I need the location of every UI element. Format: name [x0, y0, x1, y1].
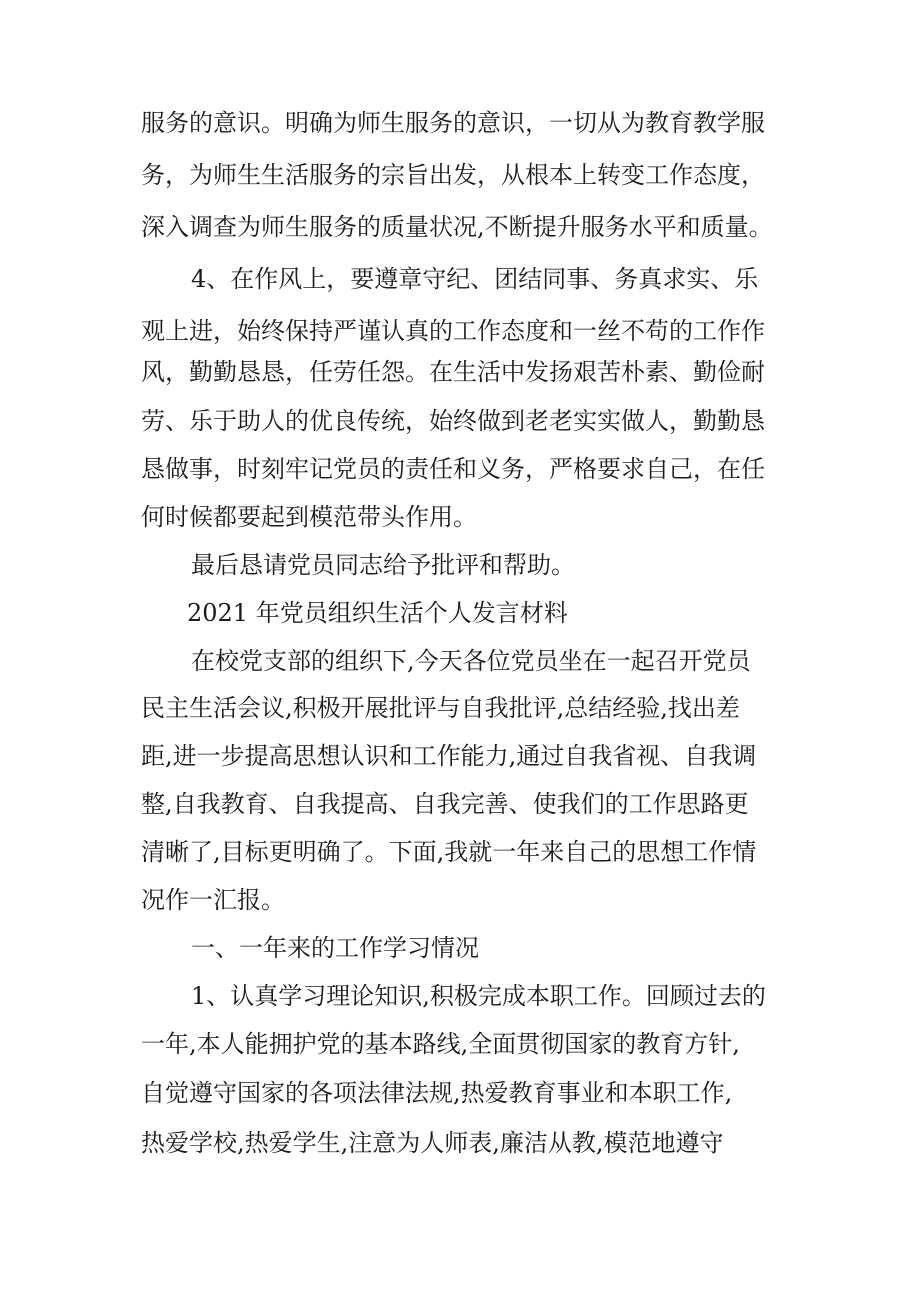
text-line-content: 何时候都要起到模范带头作用。: [141, 503, 477, 531]
text-line: [0, 352, 920, 392]
text-line-content: 务，为师生生活服务的宗旨出发，从根本上转变工作态度，: [141, 161, 765, 189]
text-line-content: 恳做事，时刻牢记党员的责任和义务，严格要求自己，在任: [141, 455, 765, 483]
text-line: [0, 736, 920, 776]
section-heading: 一、一年来的工作学习情况: [191, 934, 479, 962]
text-line: [0, 259, 920, 299]
text-line-content: 最后恳请党员同志给予批评和帮助。: [191, 551, 575, 579]
text-line: [0, 688, 920, 728]
text-line: [0, 155, 920, 195]
text-line: [0, 207, 920, 247]
text-line-content: 4、在作风上，要遵章守纪、团结同事、务真求实、乐: [191, 265, 759, 293]
text-line: [0, 497, 920, 537]
text-line: [0, 545, 920, 585]
text-line: [0, 928, 920, 968]
text-line: [0, 832, 920, 872]
text-line: [0, 1073, 920, 1113]
text-line: [0, 784, 920, 824]
text-line-content: 距,进一步提高思想认识和工作能力,通过自我省视、自我调: [141, 742, 757, 770]
text-line: [0, 1024, 920, 1064]
text-line-content: 一年,本人能拥护党的基本路线,全面贯彻国家的教育方针,: [141, 1030, 740, 1058]
text-line: [0, 311, 920, 351]
text-line-content: 热爱学校,热爱学生,注意为人师表,廉洁从教,模范地遵守: [141, 1129, 724, 1157]
text-line: [0, 449, 920, 489]
text-line-content: 况作一汇报。: [141, 886, 285, 914]
text-line-content: 劳、乐于助人的优良传统，始终做到老老实实做人，勤勤恳: [141, 407, 765, 435]
text-line-content: 在校党支部的组织下,今天各位党员坐在一起召开党员: [191, 647, 751, 675]
section-title: 2021 年党员组织生活个人发言材料: [187, 599, 568, 627]
text-line: [0, 593, 920, 633]
text-line-content: 清晰了,目标更明确了。下面,我就一年来自己的思想工作情: [141, 838, 757, 866]
text-line-content: 自觉遵守国家的各项法律法规,热爱教育事业和本职工作,: [141, 1079, 733, 1107]
text-line: [0, 401, 920, 441]
text-line-content: 观上进，始终保持严谨认真的工作态度和一丝不苟的工作作: [141, 317, 765, 345]
text-line-content: 风，勤勤恳恳，任劳任怨。在生活中发扬艰苦朴素、勤俭耐: [141, 358, 765, 386]
text-line-content: 深入调查为师生服务的质量状况,不断提升服务水平和质量。: [141, 213, 773, 241]
text-line-content: 服务的意识。明确为师生服务的意识，一切从为教育教学服: [141, 109, 765, 137]
text-line: [0, 641, 920, 681]
text-line: [0, 880, 920, 920]
text-line-content: 民主生活会议,积极开展批评与自我批评,总结经验,找出差: [141, 694, 740, 722]
text-line-content: 1、认真学习理论知识,积极完成本职工作。回顾过去的: [191, 982, 766, 1010]
text-line: [0, 1123, 920, 1163]
text-line: [0, 976, 920, 1016]
text-line-content: 整,自我教育、自我提高、自我完善、使我们的工作思路更: [141, 790, 749, 818]
text-line: [0, 103, 920, 143]
